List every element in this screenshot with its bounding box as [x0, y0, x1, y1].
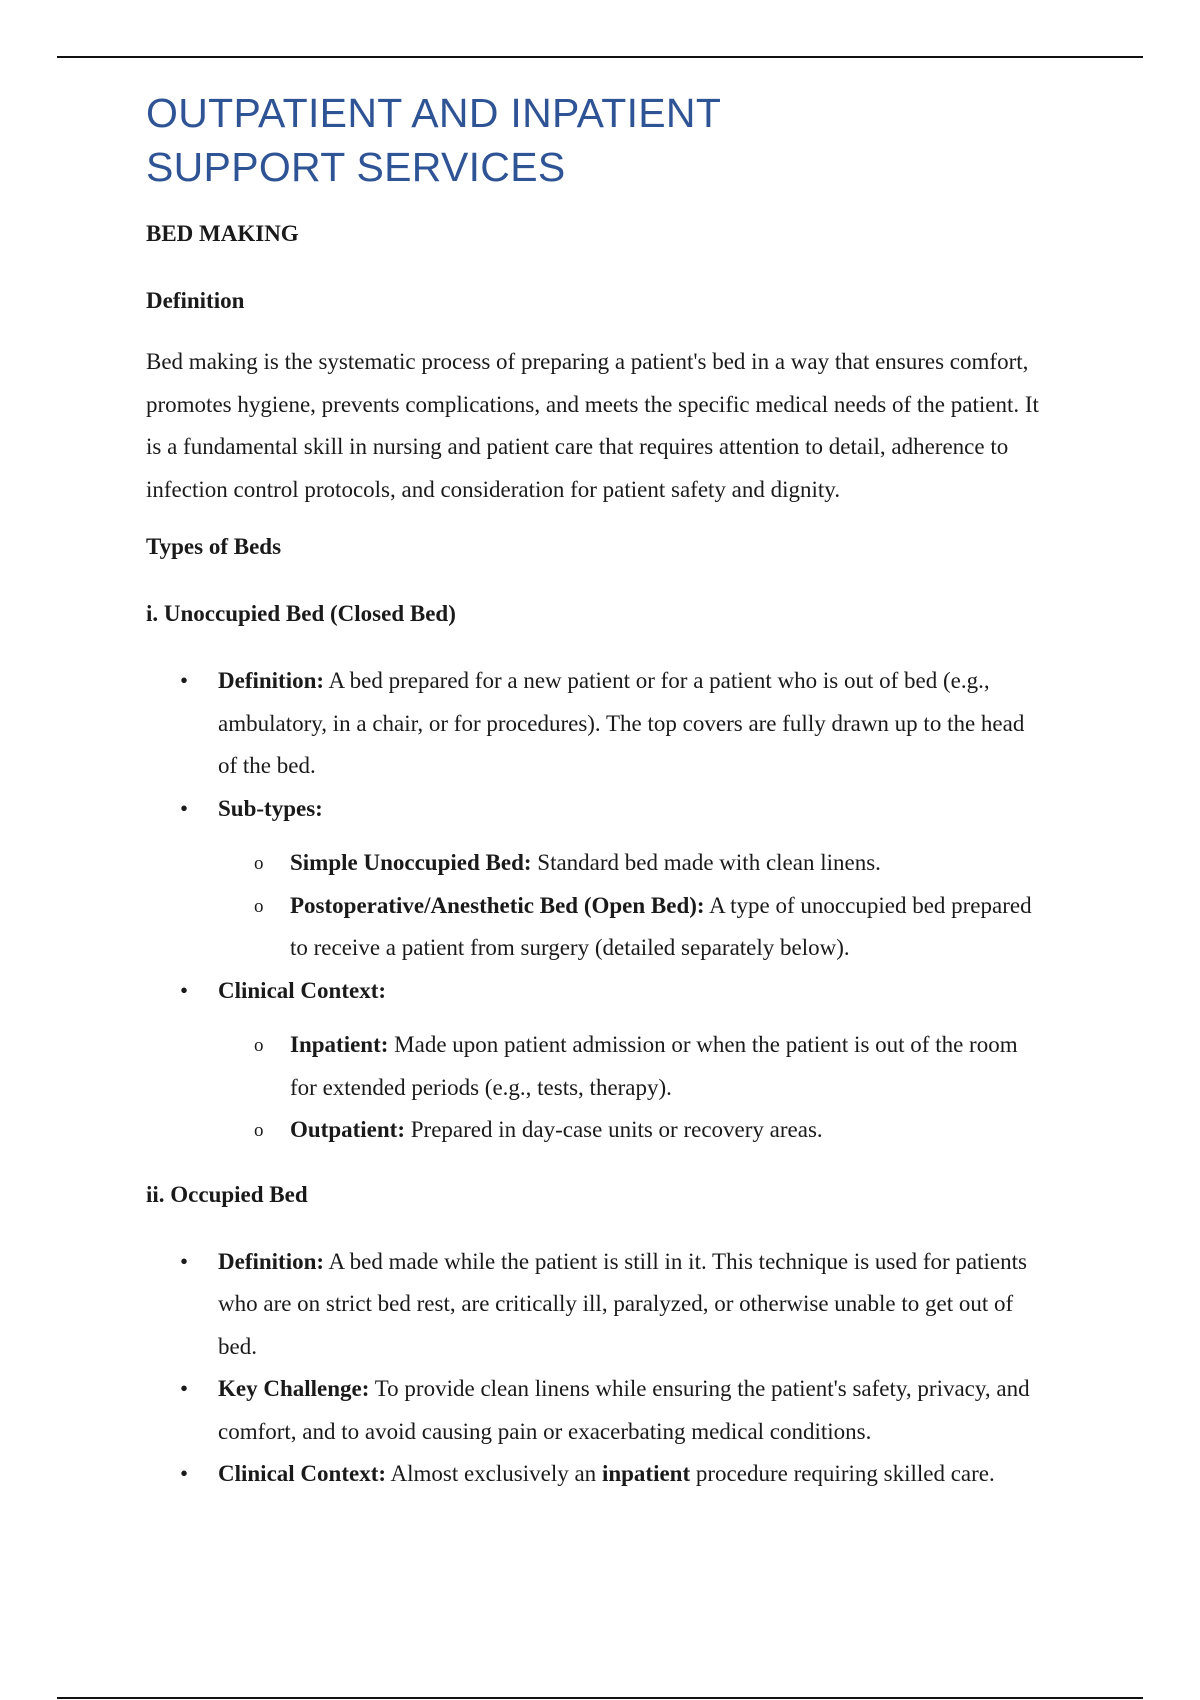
bullet-icon: •	[180, 1248, 189, 1274]
item-text: Made upon patient admission or when the patient is out of the room for extended periods (e.g., tests, therapy).	[290, 1032, 1018, 1100]
list-item	[146, 660, 1046, 788]
top-rule	[57, 56, 1143, 58]
sub-bullet-icon: o	[254, 895, 264, 917]
item-label: Inpatient:	[290, 1032, 389, 1057]
bottom-rule	[57, 1697, 1143, 1699]
unoccupied-clinical-sublist	[146, 1024, 1046, 1152]
bullet-icon: •	[180, 1461, 189, 1486]
item-label: Key Challenge:	[218, 1376, 370, 1401]
unoccupied-heading: i. Unoccupied Bed (Closed Bed)	[146, 601, 456, 626]
item-label: Definition:	[218, 1248, 325, 1274]
list-item	[146, 788, 1046, 831]
list-item	[146, 970, 1046, 1013]
unoccupied-list	[146, 660, 1046, 830]
definition-paragraph: Bed making is the systematic process of preparing a patient's bed in a way that ensures comfort, promotes hygiene, prevents complications, and meets the specific medical needs of the patient. It is a fundamental skill in nursing and patient care that requires attention to detail, adherence to infection control protocols, and consideration for patient safety and dignity.	[146, 349, 1039, 502]
document-page	[146, 86, 1046, 1496]
occupied-heading: ii. Occupied Bed	[146, 1181, 308, 1207]
list-item	[146, 1368, 1046, 1453]
sub-bullet-icon: o	[254, 1120, 264, 1141]
list-item	[146, 1109, 1046, 1152]
bullet-icon: •	[180, 1376, 189, 1401]
item-label: Outpatient:	[290, 1117, 405, 1142]
item-emphasis: inpatient	[601, 1461, 691, 1486]
item-label: Definition:	[218, 668, 325, 693]
definition-heading: Definition	[146, 288, 245, 313]
item-text: To provide clean linens while ensuring the patient's safety, privacy, and comfort, and to avoid causing pain or exacerbating medical conditions.	[218, 1376, 1030, 1444]
item-text: Almost exclusively an	[386, 1461, 602, 1486]
section-heading-bed-making: BED MAKING	[146, 221, 299, 246]
item-text: Standard bed made with clean linens.	[531, 850, 881, 875]
bullet-icon: •	[180, 795, 189, 821]
unoccupied-subtypes-list	[146, 842, 1046, 970]
sub-bullet-icon: o	[254, 853, 264, 874]
item-text: procedure requiring skilled care.	[690, 1461, 995, 1486]
item-text: A bed made while the patient is still in it. This technique is used for patients who are on strict bed rest, are critically ill, paralyzed, or otherwise unable to get out of bed.	[218, 1248, 1027, 1359]
list-item	[146, 885, 1046, 970]
occupied-list	[146, 1241, 1046, 1496]
item-label: Sub-types:	[218, 795, 323, 821]
list-item	[146, 1453, 1046, 1496]
document-title: OUTPATIENT AND INPATIENT SUPPORT SERVICES	[146, 90, 721, 190]
list-item	[146, 1241, 1046, 1369]
sub-bullet-icon: o	[254, 1035, 264, 1056]
item-label: Clinical Context:	[218, 977, 387, 1003]
list-item	[146, 1024, 1046, 1109]
item-label: Postoperative/Anesthetic Bed (Open Bed):	[290, 892, 705, 918]
unoccupied-clinical-list	[146, 970, 1046, 1013]
item-label: Clinical Context:	[218, 1461, 387, 1486]
item-label: Simple Unoccupied Bed:	[290, 850, 532, 875]
types-heading: Types of Beds	[146, 534, 282, 559]
bullet-icon: •	[180, 668, 189, 693]
list-item	[146, 842, 1046, 885]
item-text: Prepared in day-case units or recovery areas.	[405, 1117, 823, 1142]
item-text: A bed prepared for a new patient or for a patient who is out of bed (e.g., ambulatory, in a chair, or for procedures). The top covers are fully drawn up to the head of the bed.	[218, 668, 1025, 778]
bullet-icon: •	[180, 977, 189, 1003]
item-text: A type of unoccupied bed prepared to receive a patient from surgery (detailed separately below).	[290, 892, 1032, 960]
